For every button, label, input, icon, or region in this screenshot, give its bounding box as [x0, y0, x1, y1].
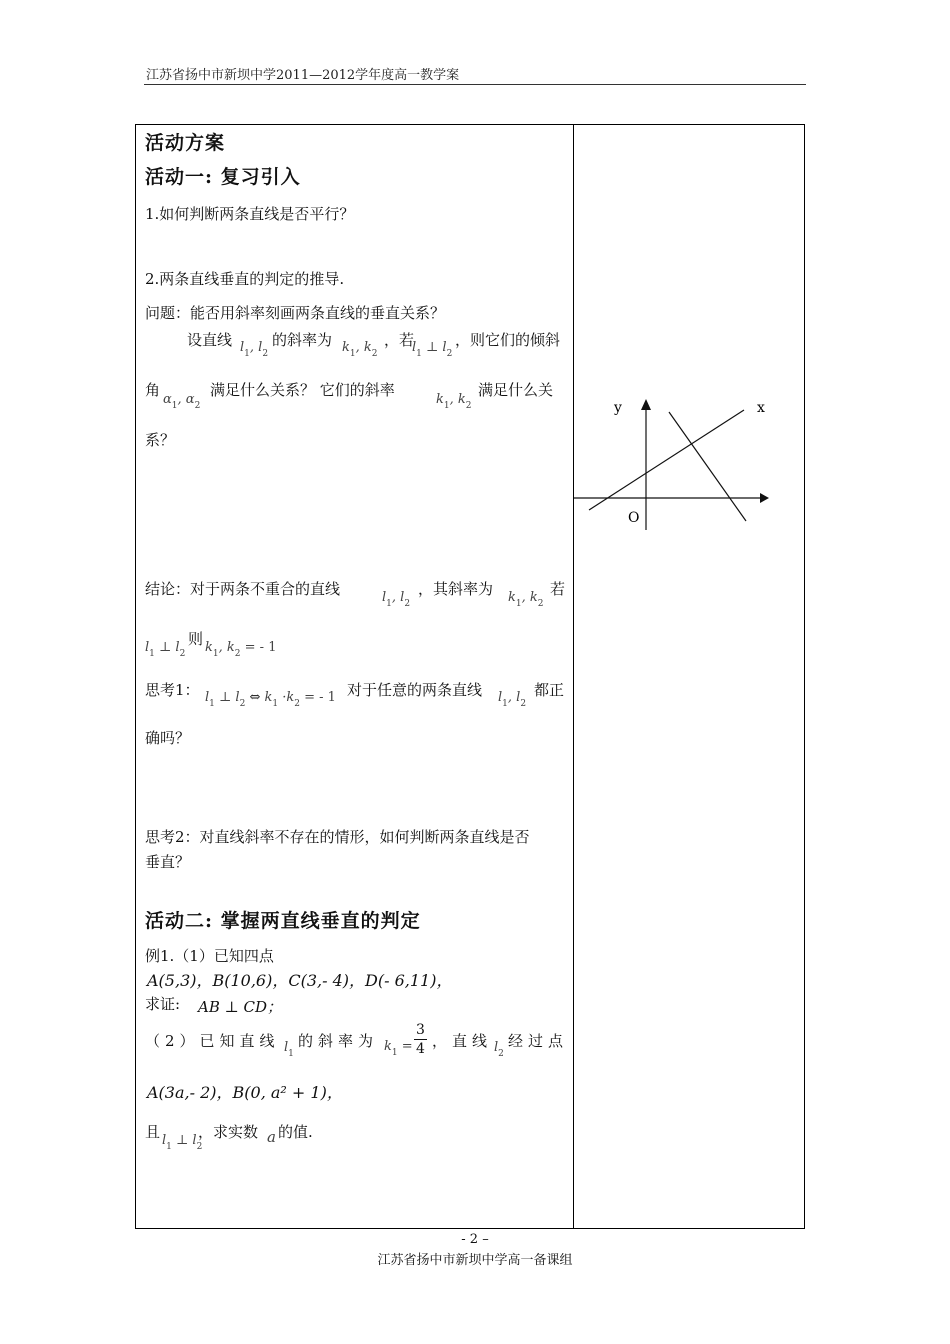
fraction-3-4: $\frac{3}{4}$	[416, 1022, 425, 1057]
math-k1-k2-c: $k_1$, $k_2$	[508, 590, 544, 609]
math-k1-eq: $k_1$ =	[384, 1039, 413, 1058]
example2-text-3: ，直线	[432, 1032, 493, 1050]
header-rule	[144, 84, 806, 85]
lesson-table	[135, 124, 805, 1229]
activity2-heading: 活动二: 掌握两直线垂直的判定	[145, 910, 421, 932]
example2-end-1: ，求实数	[198, 1123, 259, 1141]
y-label: y	[614, 400, 622, 416]
math-a-var: a	[267, 1128, 276, 1146]
table-column-divider	[573, 124, 574, 1229]
line-l1	[589, 410, 744, 510]
footer-group: 江苏省扬中市新坝中学高一备课组	[377, 1253, 573, 1268]
math-alpha: $\alpha_1$, $\alpha_2$	[163, 392, 201, 411]
example2-text-4: 经过点	[508, 1032, 569, 1050]
page-header: 江苏省扬中市新坝中学2011—2012学年度高一教学案	[146, 68, 460, 83]
question-1: 1.如何判断两条直线是否平行？	[145, 205, 355, 223]
setup-text-4: ，则它们的倾斜	[455, 331, 561, 349]
question-2: 2.两条直线垂直的判定的推导.	[145, 270, 345, 288]
math-equivalence: $l_1$ ⊥ $l_2$ ⇔ $k_1 \cdot k_2$ = - 1	[205, 690, 336, 709]
math-k1k2-product: $k_1$, $k_2$ = - 1	[205, 640, 277, 659]
angle-text-3: 满足什么关	[478, 381, 554, 399]
y-axis-arrow-icon	[641, 399, 651, 410]
angle-text-1: 角	[145, 381, 161, 399]
then-word: 则	[188, 630, 204, 648]
conclusion-text-2: ，其斜率为	[418, 580, 494, 598]
math-perp-then: $l_1$ ⊥ $l_2$	[145, 640, 186, 659]
math-l1-perp-l2: $l_1$ ⊥ $l_2$	[412, 340, 453, 359]
example1-prove: 求证:	[145, 995, 181, 1013]
setup-text-1: 设直线	[187, 331, 233, 349]
conclusion-text-1: 结论：对于两条不重合的直线	[145, 580, 341, 598]
math-l2-e: $l_2$	[494, 1040, 504, 1059]
think1-end: 都正	[534, 681, 565, 699]
x-label: x	[757, 400, 765, 416]
think2-line2: 垂直？	[145, 853, 191, 871]
setup-text-3: ，若	[384, 331, 415, 349]
line-l2	[669, 412, 746, 521]
math-l1-l2-d: $l_1$, $l_2$	[498, 690, 527, 709]
origin-label: O	[628, 510, 640, 526]
setup-text-2: 的斜率为	[272, 331, 333, 349]
math-k1-k2: $k_1$, $k_2$	[342, 340, 378, 359]
page-number: - 2 –	[461, 1232, 489, 1247]
math-k1-k2-b: $k_1$, $k_2$	[436, 392, 472, 411]
example2-text-2: 的斜率为	[298, 1032, 379, 1050]
example2-end-2: 的值.	[278, 1123, 313, 1141]
think1-label: 思考1：	[145, 681, 200, 699]
x-axis-arrow-icon	[760, 493, 769, 503]
activity1-heading: 活动一: 复习引入	[145, 166, 301, 188]
coordinate-diagram	[574, 380, 804, 540]
think2-line1: 思考2：对直线斜率不存在的情形，如何判断两条直线是否	[145, 828, 530, 846]
math-perp-e: $l_1$ ⊥ $l_2$	[162, 1133, 203, 1152]
section-title: 活动方案	[145, 132, 226, 154]
problem-text: 问题：能否用斜率刻画两条直线的垂直关系？	[145, 304, 446, 322]
think1-text: 对于任意的两条直线	[347, 681, 483, 699]
math-l1-e: $l_1$	[284, 1040, 294, 1059]
math-l1-l2-c: $l_1$, $l_2$	[382, 590, 411, 609]
conclusion-text-3: 若	[550, 580, 566, 598]
example2-text-1: （2）已知直线	[145, 1032, 280, 1050]
think1-end2: 确吗？	[145, 729, 191, 747]
example1-points: A(5,3)，B(10,6)，C(3,- 4)，D(- 6,11)，	[147, 971, 453, 990]
angle-text-2: 满足什么关系？ 它们的斜率	[210, 381, 395, 399]
example2-and: 且	[145, 1123, 161, 1141]
example1-prove-math: AB ⊥ CD；	[198, 998, 283, 1016]
angle-text-4: 系？	[145, 431, 176, 449]
example2-points: A(3a,- 2)，B(0, a² + 1)，	[147, 1083, 343, 1102]
example1-intro: 例1.（1）已知四点	[145, 947, 274, 965]
math-l1-l2: $l_1$, $l_2$	[240, 340, 269, 359]
